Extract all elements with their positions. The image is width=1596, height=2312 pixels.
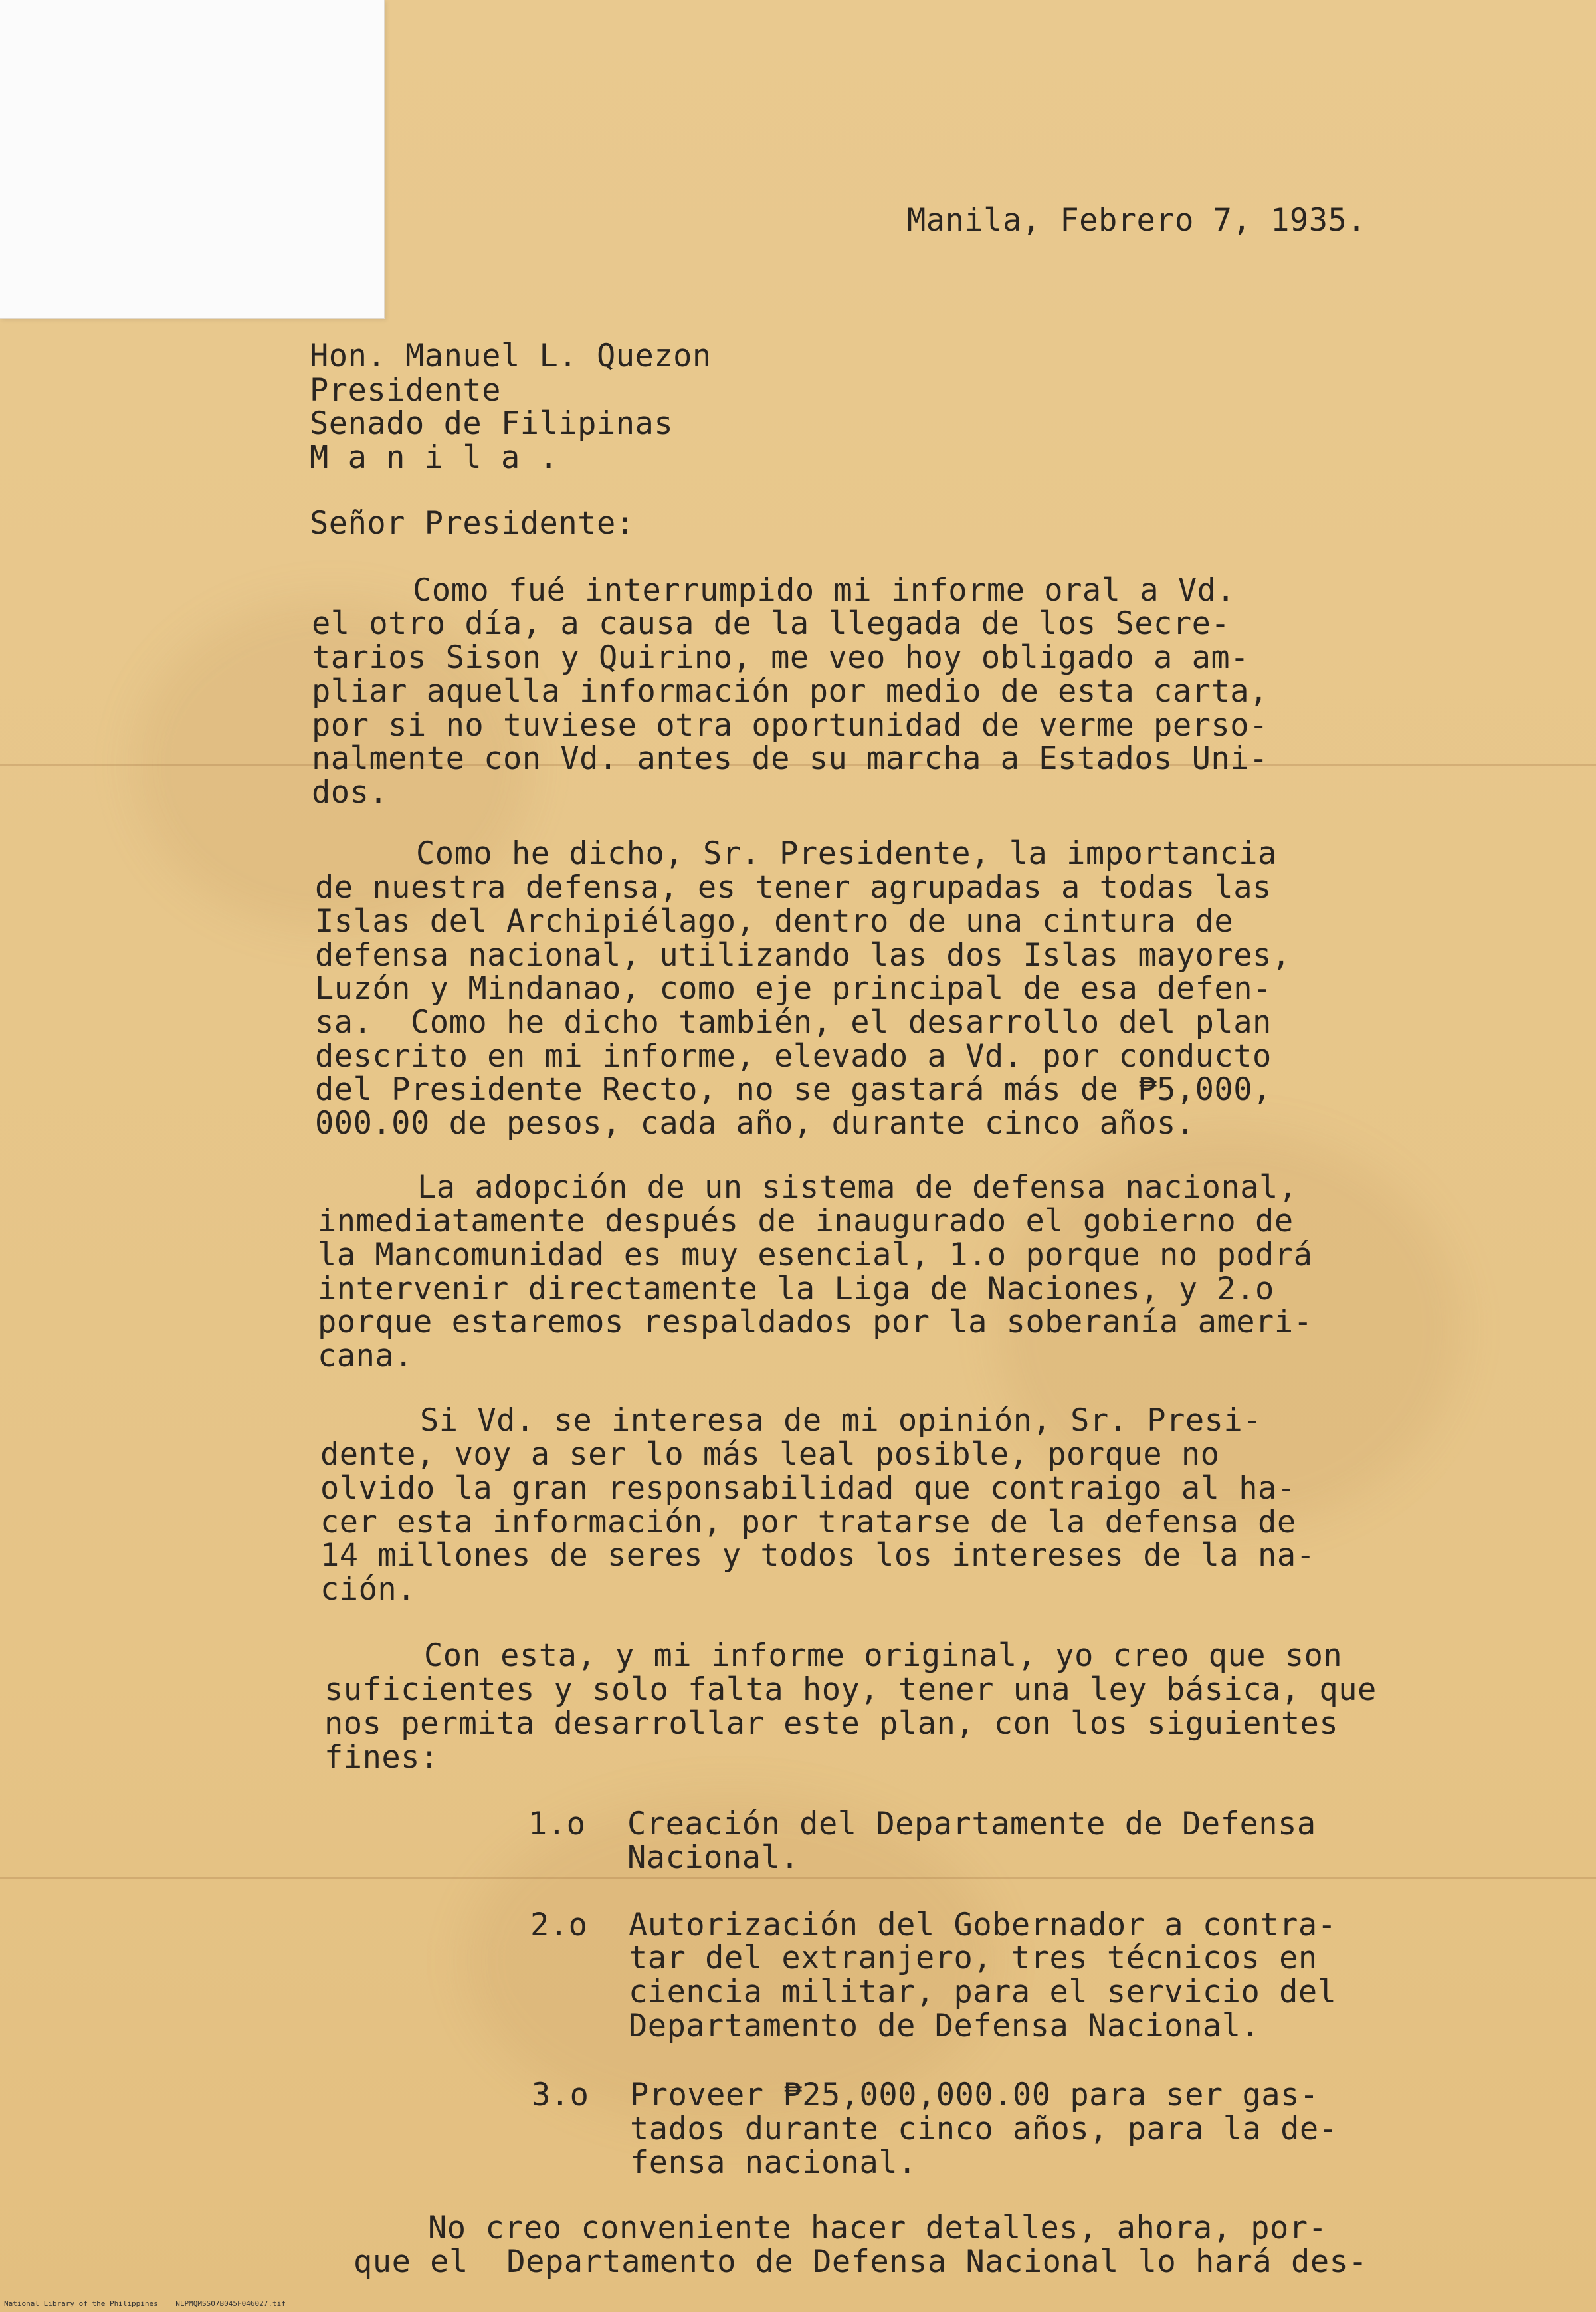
- paragraph-line: Luzón y Mindanao, como eje principal de esa defen-: [315, 970, 1272, 1007]
- paragraph-line: el otro día, a causa de la llegada de los Secre-: [312, 605, 1231, 642]
- paragraph-line: Como fué interrumpido mi informe oral a Vd.: [413, 572, 1236, 609]
- paragraph-line: pliar aquella información por medio de esta carta,: [312, 673, 1268, 710]
- list-item-line: Departamento de Defensa Nacional.: [629, 2008, 1260, 2044]
- closing-line: No creo conveniente hacer detalles, ahora, por-: [428, 2210, 1328, 2246]
- list-item-line: fensa nacional.: [630, 2145, 917, 2181]
- tape-patch: [0, 0, 385, 319]
- paragraph-line: tarios Sison y Quirino, me veo hoy obligado a am-: [312, 639, 1250, 676]
- paragraph-line: olvido la gran responsabilidad que contraigo al ha-: [320, 1470, 1296, 1507]
- paragraph-line: Si Vd. se interesa de mi opinión, Sr. Presi-: [420, 1402, 1262, 1439]
- paper-fold-line: [0, 1877, 1596, 1879]
- paragraph-line: ción.: [320, 1571, 416, 1608]
- paragraph-line: sa. Como he dicho también, el desarrollo del plan: [315, 1004, 1272, 1041]
- paragraph-line: la Mancomunidad es muy esencial, 1.o porque no podrá: [318, 1237, 1313, 1273]
- paragraph-line: cer esta información, por tratarse de la defensa de: [320, 1504, 1296, 1540]
- list-item-number: 3.o: [532, 2077, 589, 2113]
- paragraph-line: La adopción de un sistema de defensa nacional,: [417, 1169, 1298, 1206]
- paragraph-line: nalmente con Vd. antes de su marcha a Estados Uni-: [312, 740, 1268, 777]
- letter-date: Manila, Febrero 7, 1935.: [907, 202, 1367, 239]
- paragraph-line: defensa nacional, utilizando las dos Islas mayores,: [315, 937, 1291, 974]
- paragraph-line: por si no tuviese otra oportunidad de verme perso-: [312, 707, 1268, 744]
- paragraph-line: suficientes y solo falta hoy, tener una ley básica, que: [324, 1671, 1377, 1708]
- paragraph-line: cana.: [318, 1338, 413, 1374]
- paragraph-line: 14 millones de seres y todos los intereses de la na-: [320, 1537, 1316, 1574]
- paragraph-line: Islas del Archipiélago, dentro de una cintura de: [315, 903, 1234, 940]
- list-item-line: tar del extranjero, tres técnicos en: [629, 1940, 1318, 1976]
- paragraph-line: intervenir directamente la Liga de Naciones, y 2.o: [318, 1271, 1274, 1307]
- list-item-line: Nacional.: [627, 1839, 800, 1876]
- salutation: Señor Presidente:: [310, 505, 635, 542]
- scan-footer-label: National Library of the Philippines NLPMQMSS07B045F046027.tif: [4, 2299, 286, 2308]
- paragraph-line: fines:: [324, 1739, 439, 1776]
- paragraph-line: de nuestra defensa, es tener agrupadas a todas las: [315, 869, 1272, 906]
- address-line: Presidente: [310, 372, 501, 409]
- list-item-line: Creación del Departamente de Defensa: [627, 1806, 1316, 1842]
- address-line: Hon. Manuel L. Quezon: [310, 338, 712, 374]
- paragraph-line: inmediatamente después de inaugurado el gobierno de: [318, 1203, 1294, 1239]
- list-item-number: 1.o: [528, 1806, 586, 1842]
- paragraph-line: porque estaremos respaldados por la soberanía ameri-: [318, 1304, 1313, 1340]
- address-line: Senado de Filipinas: [310, 405, 674, 442]
- list-item-number: 2.o: [530, 1907, 588, 1943]
- list-item-line: tados durante cinco años, para la de-: [630, 2111, 1338, 2147]
- closing-line: que el Departamento de Defensa Nacional lo hará des-: [353, 2244, 1368, 2280]
- list-item-line: Proveer ₱25,000,000.00 para ser gas-: [630, 2077, 1319, 2113]
- paragraph-line: dente, voy a ser lo más leal posible, porque no: [320, 1436, 1220, 1473]
- list-item-line: Autorización del Gobernador a contra-: [629, 1907, 1337, 1943]
- paragraph-line: dos.: [312, 774, 389, 811]
- paragraph-line: del Presidente Recto, no se gastará más de ₱5,000,: [315, 1071, 1272, 1108]
- paragraph-line: Con esta, y mi informe original, yo creo que son: [424, 1637, 1343, 1674]
- list-item-line: ciencia militar, para el servicio del: [629, 1974, 1337, 2010]
- paragraph-line: nos permita desarrollar este plan, con los siguientes: [324, 1705, 1339, 1742]
- paragraph-line: descrito en mi informe, elevado a Vd. por conducto: [315, 1038, 1272, 1075]
- paragraph-line: Como he dicho, Sr. Presidente, la importancia: [416, 835, 1277, 872]
- address-line: M a n i l a .: [310, 439, 559, 476]
- paragraph-line: 000.00 de pesos, cada año, durante cinco años.: [315, 1105, 1195, 1142]
